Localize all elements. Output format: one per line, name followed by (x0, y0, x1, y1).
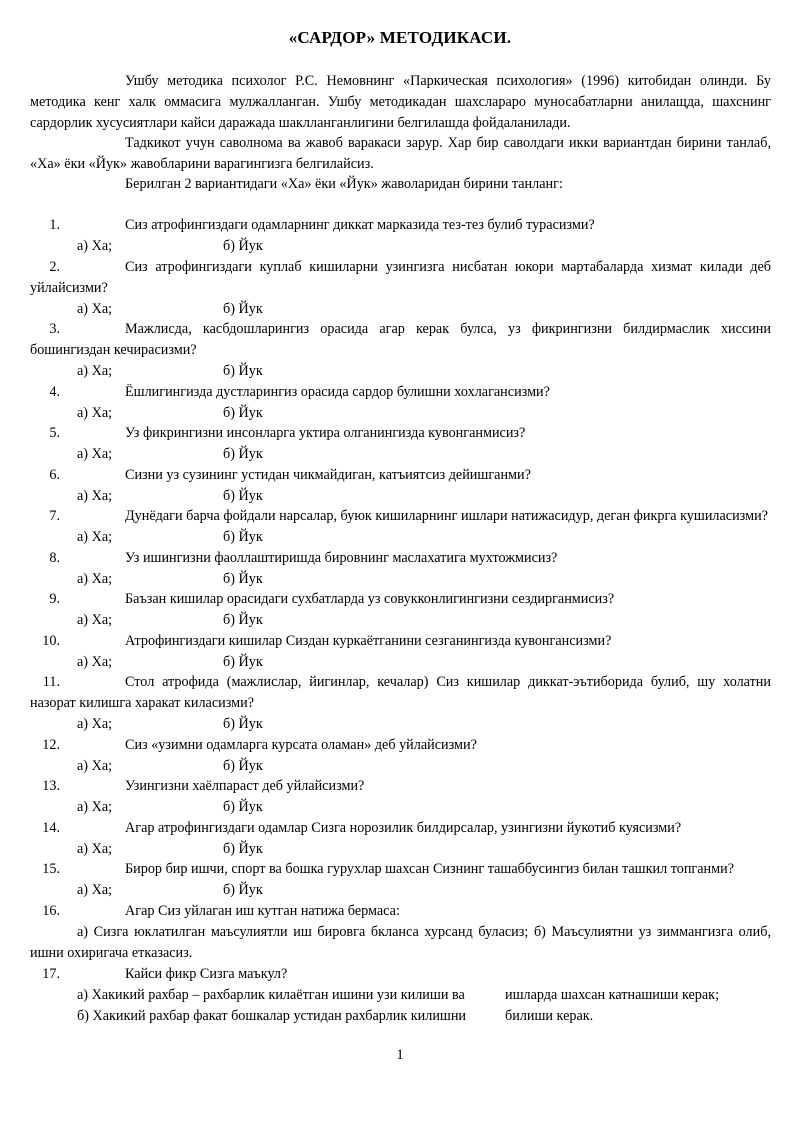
answer-yes: а) Ха; (77, 404, 113, 421)
question-item (30, 506, 771, 527)
answer-options (30, 714, 771, 735)
question-number: 13. (42, 778, 60, 794)
intro-paragraph-1 (30, 71, 771, 134)
intro-text: Берилган 2 вариантидаги «Ха» ёки «Йук» жаволаридан бирини танланг: (125, 176, 563, 192)
question-list (30, 215, 771, 1027)
question-text: Сизни уз сузининг устидан чикмайдиган, катъиятсиз дейишганми? (125, 466, 531, 483)
answer-options (30, 652, 771, 673)
question-text: Стол атрофида (мажлислар, йигинлар, кечалар) Сиз кишилар диккат-эътиборида булиб, шу холатни назорат килишга харакат киласизми? (30, 674, 771, 711)
question-item (30, 257, 771, 299)
answer-options (30, 236, 771, 257)
question-text: Ёшлигингизда дустларингиз орасида сардор булишни хохлагансизми? (125, 383, 550, 400)
question-number: 6. (49, 466, 60, 483)
question-text: Мажлисда, касбдошларингиз орасида агар керак булса, уз фикрингизни билдирмаслик хиссини бошингиздан кечирасизми? (30, 321, 771, 358)
question-number: 14. (42, 819, 60, 836)
question-item (30, 631, 771, 652)
question-number: 1. (49, 217, 60, 233)
answer-no: б) Йук (223, 529, 263, 545)
question-item (30, 423, 771, 444)
question-item (30, 215, 771, 236)
intro-text: Тадкикот учун саволнома ва жавоб варакаси зарур. Хар бир саволдаги икки вариантдан бирини танлаб, «Ха» ёки «Йук» жавобларини варагингизга белгилайсиз. (30, 135, 771, 172)
question-text: Агар Сиз уйлаган иш кутган натижа бермаса: (125, 902, 400, 919)
answer-options (30, 403, 771, 424)
question-number: 3. (49, 321, 60, 337)
question-text: Сиз атрофингиздаги одамларнинг диккат марказида тез-тез булиб турасизми? (125, 217, 595, 233)
answer-option-right: ишларда шахсан катнашиши керак; (505, 986, 720, 1003)
answer-option-left: б) Хакикий рахбар факат бошкалар устидан рахбарлик килишни (77, 1007, 467, 1024)
answer-yes: а) Ха; (77, 487, 113, 504)
answer-option-row (30, 1006, 771, 1027)
answer-option-left: а) Хакикий рахбар – рахбарлик килаётган ишини узи килиши ва (77, 986, 465, 1003)
answer-yes: а) Ха; (77, 300, 113, 317)
question-text: Уз ишингизни фаоллаштиришда бировнинг маслахатига мухтожмисиз? (125, 549, 558, 566)
question-item (30, 465, 771, 486)
answer-no: б) Йук (223, 612, 263, 628)
question-number: 16. (42, 902, 60, 919)
answer-no: б) Йук (223, 653, 263, 670)
intro-paragraph-3 (30, 174, 771, 195)
answer-no: б) Йук (223, 404, 263, 421)
answer-options (30, 922, 771, 964)
answer-yes: а) Ха; (77, 799, 113, 815)
question-item (30, 589, 771, 610)
question-item (30, 319, 771, 361)
question-text: Бирор бир ишчи, спорт ва бошка гурухлар шахсан Сизнинг ташаббусингиз билан ташкил топганми? (125, 861, 734, 877)
question-item (30, 964, 771, 985)
answer-options (30, 839, 771, 860)
question-number: 5. (49, 425, 60, 441)
answer-no: б) Йук (223, 716, 263, 732)
question-number: 4. (49, 383, 60, 400)
question-text: Агар атрофингиздаги одамлар Сизга норозилик билдирсалар, узингизни йукотиб куясизми? (125, 819, 682, 836)
question-number: 10. (42, 632, 60, 649)
question-text: Кайси фикр Сизга маъкул? (125, 965, 288, 982)
question-item (30, 548, 771, 569)
question-text: Узингизни хаёлпараст деб уйлайсизми? (125, 778, 365, 794)
question-number: 12. (42, 736, 60, 753)
answer-yes: а) Ха; (77, 840, 113, 857)
question-number: 9. (49, 591, 60, 607)
question-number: 8. (49, 549, 60, 566)
intro-text: Ушбу методика психолог Р.С. Немовнинг «Паркическая психология» (1996) китобидан олинди. Бу методика кенг халк оммасига мулжалланган. Ушбу методикадан шахслараро муносабатларни анилащда, шахснинг сардорлик хусусиятлари кайси даражада шаклланганлигини белгилашда фойдаланилади. (30, 73, 771, 131)
answer-yes: а) Ха; (77, 363, 113, 379)
answer-options (30, 610, 771, 631)
question-text: Атрофингиздаги кишилар Сиздан куркаётганини сезганингизда кувонгансизми? (125, 632, 612, 649)
intro-paragraph-2 (30, 133, 771, 175)
answer-options-text: а) Сизга юклатилган маъсулиятли иш бировга бкланса хурсанд буласиз; б) Маъсулиятни уз зиммангизга олиб, ишни охиригача етказасиз. (30, 923, 771, 961)
answer-option-row (30, 985, 771, 1006)
answer-options (30, 527, 771, 548)
answer-no: б) Йук (223, 570, 263, 587)
question-number: 17. (42, 965, 60, 982)
answer-yes: а) Ха; (77, 529, 113, 545)
question-item (30, 901, 771, 922)
answer-no: б) Йук (223, 799, 263, 815)
question-item (30, 776, 771, 797)
question-item (30, 859, 771, 880)
answer-yes: а) Ха; (77, 653, 113, 670)
answer-yes: а) Ха; (77, 757, 113, 774)
answer-option-right: билиши керак. (505, 1007, 594, 1024)
question-number: 15. (42, 861, 60, 877)
answer-yes: а) Ха; (77, 570, 113, 587)
question-number: 11. (42, 674, 60, 690)
question-number: 7. (49, 508, 60, 524)
question-text: Сиз атрофингиздаги куплаб кишиларни узингизга нисбатан юкори мартабаларда хизмат килади деб уйлайсизми? (30, 258, 771, 296)
question-item (30, 735, 771, 756)
answer-options (30, 797, 771, 818)
answer-no: б) Йук (223, 446, 263, 462)
question-text: Баъзан кишилар орасидаги сухбатларда уз совукконлигингизни сездирганмисиз? (125, 591, 615, 607)
question-item (30, 672, 771, 714)
answer-no: б) Йук (223, 487, 263, 504)
answer-options (30, 444, 771, 465)
page-number: 1 (396, 1047, 404, 1063)
answer-options (30, 486, 771, 507)
answer-no: б) Йук (223, 882, 263, 898)
question-number: 2. (49, 258, 60, 275)
question-text: Дунёдаги барча фойдали нарсалар, буюк кишиларнинг ишлари натижасидур, деган фикрга кушиласизми? (125, 508, 768, 524)
answer-no: б) Йук (223, 300, 263, 317)
question-item (30, 818, 771, 839)
answer-no: б) Йук (223, 363, 263, 379)
answer-no: б) Йук (223, 238, 263, 254)
answer-yes: а) Ха; (77, 238, 113, 254)
answer-options (30, 569, 771, 590)
answer-options (30, 756, 771, 777)
answer-yes: а) Ха; (77, 716, 113, 732)
answer-yes: а) Ха; (77, 882, 113, 898)
answer-options (30, 880, 771, 901)
question-item (30, 382, 771, 403)
answer-options (30, 299, 771, 320)
page-title: «САРДОР» МЕТОДИКАСИ. (288, 28, 512, 47)
answer-yes: а) Ха; (77, 446, 113, 462)
answer-no: б) Йук (223, 840, 263, 857)
answer-options (30, 361, 771, 382)
question-text: Уз фикрингизни инсонларга уктира олганингизда кувонганмисиз? (125, 425, 526, 441)
question-text: Сиз «узимни одамларга курсата оламан» деб уйлайсизми? (125, 736, 477, 753)
answer-yes: а) Ха; (77, 612, 113, 628)
answer-no: б) Йук (223, 757, 263, 774)
